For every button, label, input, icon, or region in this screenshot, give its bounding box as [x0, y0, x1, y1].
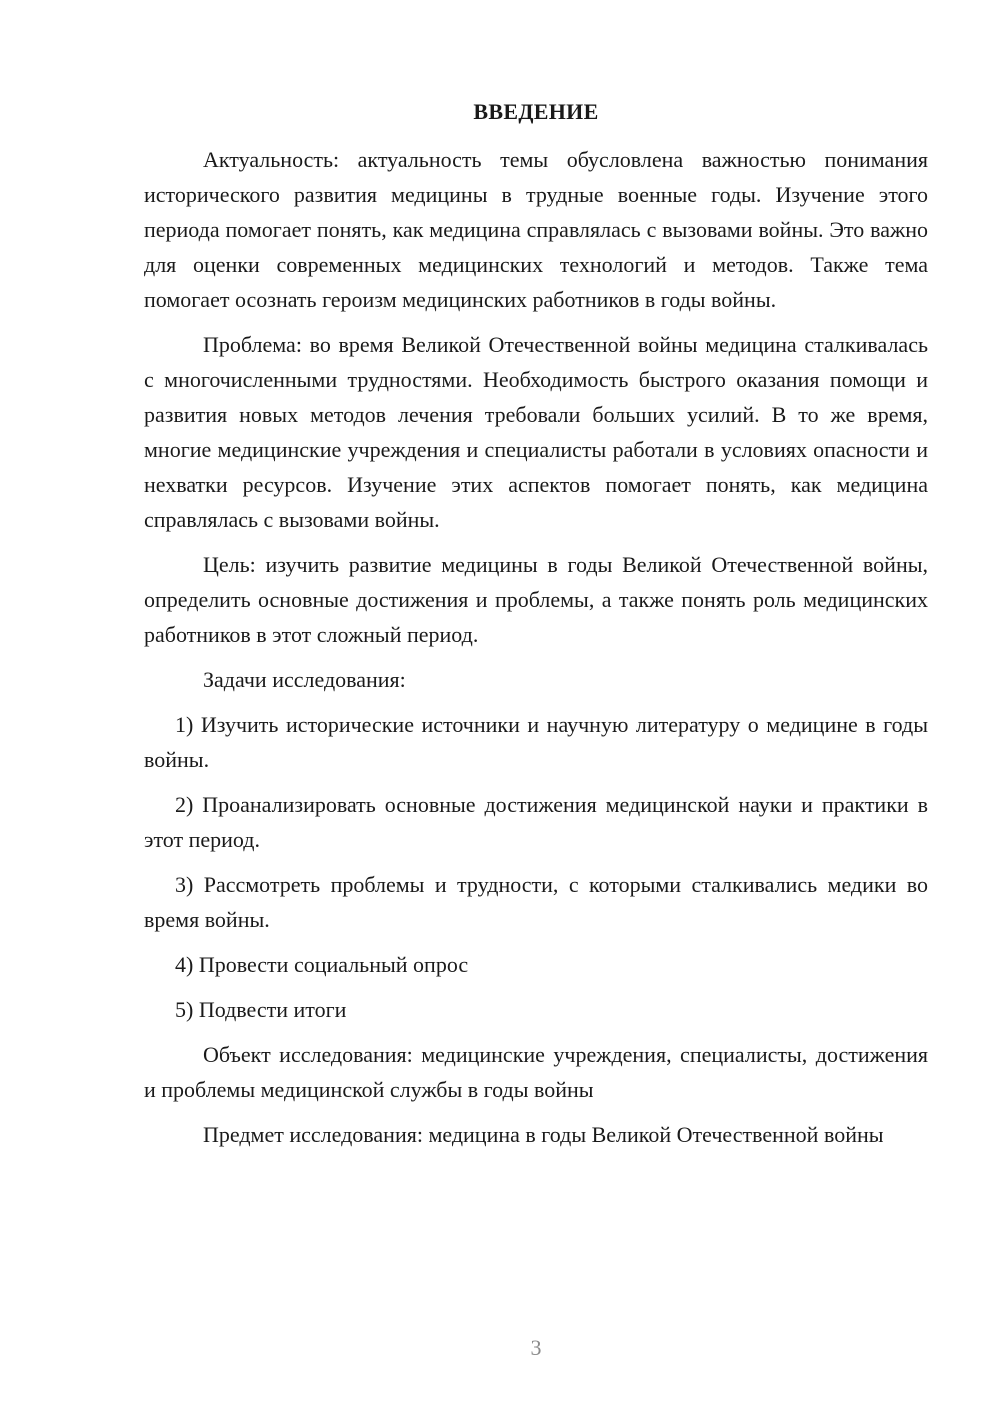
paragraph-tasks-heading: Задачи исследования:: [203, 667, 406, 692]
paragraph-research-subject: Предмет исследования: медицина в годы Великой Отечественной войны: [203, 1122, 884, 1147]
paragraph-goal: Цель: изучить развитие медицины в годы Великой Отечественной войны, определить основные достижения и проблемы, а также понять роль медицинских работников в этот сложный период.: [144, 552, 928, 647]
task-item-4: 4) Провести социальный опрос: [175, 952, 469, 977]
document-body: [144, 142, 928, 1162]
task-item-1: 1) Изучить исторические источники и научную литературу о медицине в годы войны.: [144, 712, 928, 772]
paragraph-problem: Проблема: во время Великой Отечественной войны медицина сталкивалась с многочисленными трудностями. Необходимость быстрого оказания помощи и развития новых методов лечения требовали больших усилий. В то же время, многие медицинские учреждения и специалисты работали в условиях опасности и нехватки ресурсов. Изучение этих аспектов помогает понять, как медицина справлялась с вызовами войны.: [144, 332, 928, 532]
paragraph-research-object: Объект исследования: медицинские учреждения, специалисты, достижения и проблемы медицинской службы в годы войны: [144, 1042, 928, 1102]
task-item-2: 2) Проанализировать основные достижения медицинской науки и практики в этот период.: [144, 792, 928, 852]
section-title: ВВЕДЕНИЕ: [473, 99, 599, 124]
page-number: 3: [530, 1335, 542, 1360]
paragraph-relevance: Актуальность: актуальность темы обусловлена важностью понимания исторического развития медицины в трудные военные годы. Изучение этого периода помогает понять, как медицина справлялась с вызовами войны. Это важно для оценки современных медицинских технологий и методов. Также тема помогает осознать героизм медицинских работников в годы войны.: [144, 147, 928, 312]
task-item-5: 5) Подвести итоги: [175, 997, 347, 1022]
task-item-3: 3) Рассмотреть проблемы и трудности, с которыми сталкивались медики во время войны.: [144, 872, 928, 932]
